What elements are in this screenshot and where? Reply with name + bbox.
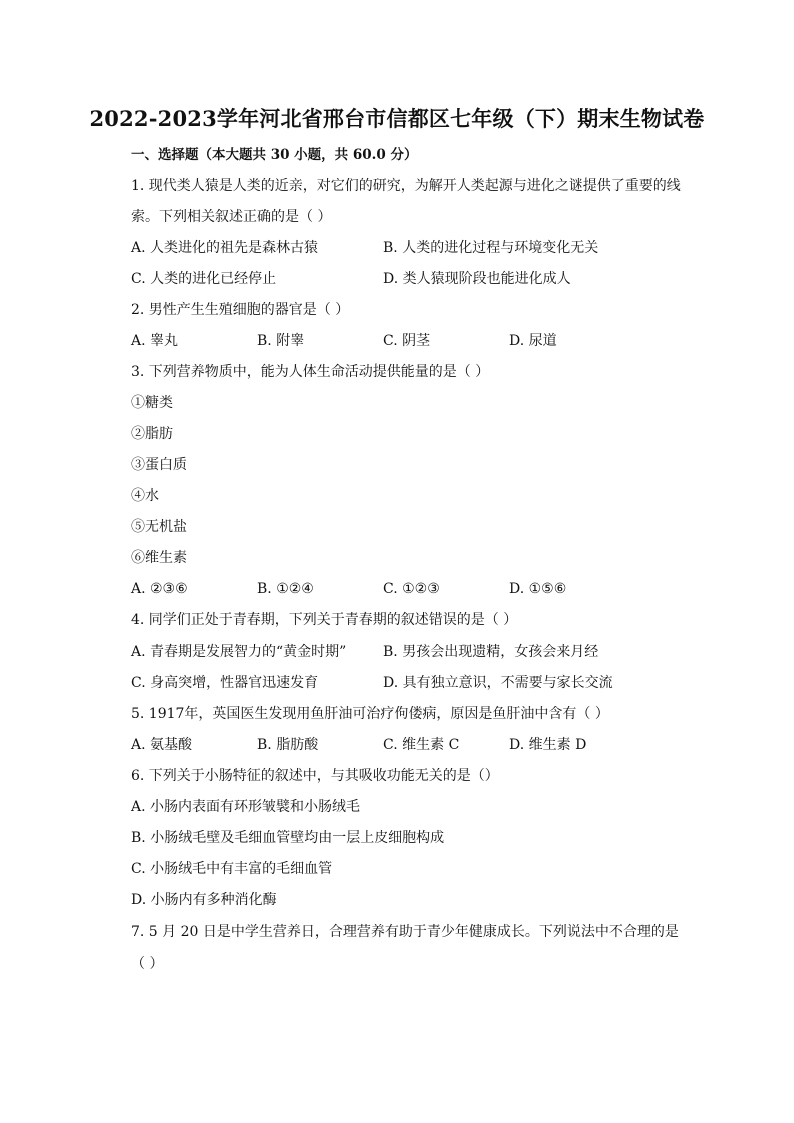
question-6-option-a: A. 小肠内表面有环形皱襞和小肠绒毛: [131, 799, 361, 815]
question-4-option-c: C. 身高突增，性器官迅速发育: [131, 675, 319, 691]
question-4-option-b: B. 男孩会出现遗精，女孩会来月经: [383, 644, 599, 660]
question-3-option-c: C. ①②③: [383, 581, 440, 597]
question-5-option-a: A. 氨基酸: [131, 737, 193, 753]
question-4-option-a: A. 青春期是发展智力的“黄金时期”: [131, 644, 347, 660]
question-3-item: ⑥维生素: [131, 550, 187, 566]
question-3-item: ②脂肪: [131, 426, 173, 442]
question-3-stem: 3. 下列营养物质中，能为人体生命活动提供能量的是（ ）: [131, 364, 490, 380]
question-1-option-a: A. 人类进化的祖先是森林古猿: [131, 240, 319, 256]
question-6-option-c: C. 小肠绒毛中有丰富的毛细血管: [131, 861, 333, 877]
question-5-option-c: C. 维生素 C: [383, 737, 460, 753]
question-7-stem-line1: 7. 5 月 20 日是中学生营养日，合理营养有助于青少年健康成长。下列说法中不合理的是: [131, 924, 679, 940]
question-5-option-b: B. 脂肪酸: [257, 737, 319, 753]
question-2-option-b: B. 附睾: [257, 333, 305, 349]
question-3-item: ①糖类: [131, 395, 173, 411]
question-1-option-b: B. 人类的进化过程与环境变化无关: [383, 240, 599, 256]
question-3-option-b: B. ①②④: [257, 581, 314, 597]
question-2-stem: 2. 男性产生生殖细胞的器官是（ ）: [131, 302, 350, 318]
question-7-stem-line2: （ ）: [131, 956, 164, 972]
question-1-option-d: D. 类人猿现阶段也能进化成人: [383, 271, 571, 287]
question-4-stem: 4. 同学们正处于青春期，下列关于青春期的叙述错误的是（ ）: [131, 612, 518, 628]
question-4-option-d: D. 具有独立意识，不需要与家长交流: [383, 675, 613, 691]
question-3-option-a: A. ②③⑥: [131, 581, 188, 597]
question-2-option-c: C. 阴茎: [383, 333, 431, 349]
question-1-stem-line1: 1. 现代类人猿是人类的近亲，对它们的研究，为解开人类起源与进化之谜提供了重要的线: [131, 178, 681, 194]
question-3-item: ⑤无机盐: [131, 519, 187, 535]
question-5-stem: 5. 1917年，英国医生发现用鱼肝油可治疗佝偻病，原因是鱼肝油中含有（ ）: [131, 706, 609, 722]
exam-title: 2022-2023学年河北省邢台市信都区七年级（下）期末生物试卷: [89, 106, 705, 131]
question-6-option-b: B. 小肠绒毛壁及毛细血管壁均由一层上皮细胞构成: [131, 830, 445, 846]
question-3-item: ④水: [131, 488, 159, 504]
question-3-option-d: D. ①⑤⑥: [509, 581, 567, 597]
question-1-stem-line2: 索。下列相关叙述正确的是（ ）: [131, 209, 332, 225]
section-heading-choice: 一、选择题（本大题共 30 小题，共 60.0 分）: [131, 147, 418, 163]
question-5-option-d: D. 维生素 D: [509, 737, 587, 753]
question-1-option-c: C. 人类的进化已经停止: [131, 271, 277, 287]
question-6-stem: 6. 下列关于小肠特征的叙述中，与其吸收功能无关的是（）: [131, 768, 499, 784]
question-3-item: ③蛋白质: [131, 457, 187, 473]
question-2-option-a: A. 睾丸: [131, 333, 179, 349]
question-2-option-d: D. 尿道: [509, 333, 557, 349]
question-6-option-d: D. 小肠内有多种消化酶: [131, 892, 277, 908]
